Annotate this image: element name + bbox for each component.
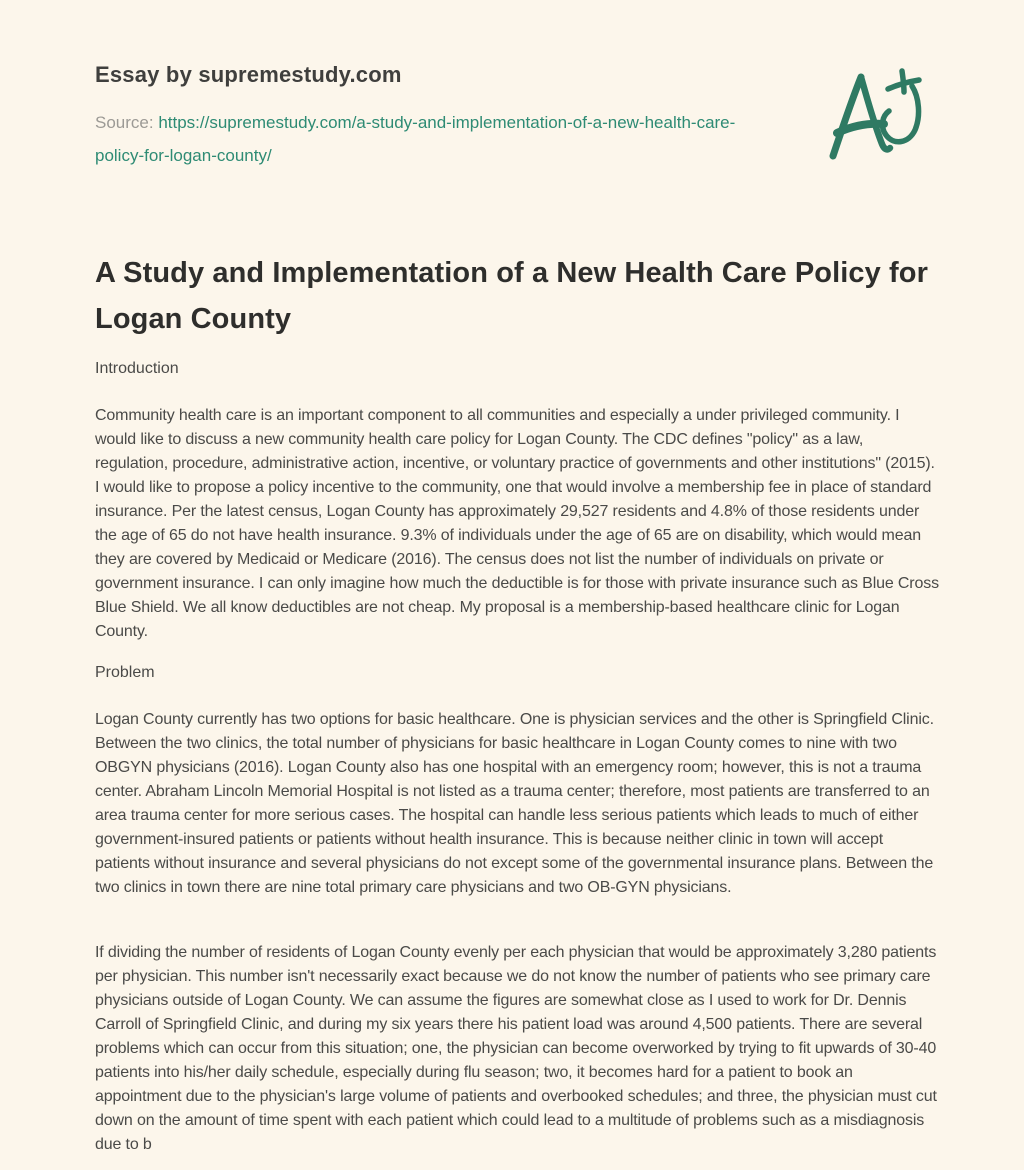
source-label: Source:: [95, 113, 159, 132]
brand-title: Essay by supremestudy.com: [95, 62, 402, 87]
section-heading-introduction: Introduction: [95, 360, 179, 377]
source-url-link[interactable]: https://supremestudy.com/a-study-and-implementation-of-a-new-health-care-policy-for-logan-county/: [95, 113, 736, 165]
a-plus-logo-icon: [822, 64, 926, 164]
paragraph-problem-2: If dividing the number of residents of Logan County evenly per each physician that would be approximately 3,280 patients per physician. This number isn't necessarily exact because we do not know the number of patients who see primary care physicians outside of Logan County. We can assume the figures are somewhat close as I used to work for Dr. Dennis Carroll of Springfield Clinic, and during my six years there his patient load was around 4,500 patients. There are several problems which can occur from this situation; one, the physician can become overworked by trying to fit upwards of 30-40 patients into his/her daily schedule, especially during flu season; two, it becomes hard for a patient to book an appointment due to the physician's large volume of patients and overbooked schedules; and three, the physician must cut down on the amount of time spent with each patient which could lead to a multitude of problems such as a misdiagnosis due to b: [95, 944, 937, 1153]
document-title: A Study and Implementation of a New Health Care Policy for Logan County: [95, 257, 928, 335]
paragraph-problem-1: Logan County currently has two options for basic healthcare. One is physician services and the other is Springfield Clinic. Between the two clinics, the total number of physicians for basic healthcare in Logan County comes to nine with two OBGYN physicians (2016). Logan County also has one hospital with an emergency room; however, this is not a trauma center. Abraham Lincoln Memorial Hospital is not listed as a trauma center; therefore, most patients are transferred to an area trauma center for more serious cases. The hospital can handle less serious patients which leads to much of either government-insured patients or patients without health insurance. This is because neither clinic in town will accept patients without insurance and several physicians do not except some of the governmental insurance plans. Between the two clinics in town there are nine total primary care physicians and two OB-GYN physicians.: [95, 711, 934, 896]
section-heading-problem: Problem: [95, 664, 155, 681]
source-line: [95, 106, 767, 172]
paragraph-introduction: Community health care is an important component to all communities and especially a under privileged community. I would like to discuss a new community health care policy for Logan County. The CDC defines "policy" as a law, regulation, procedure, administrative action, incentive, or voluntary practice of governments and other institutions" (2015). I would like to propose a policy incentive to the community, one that would involve a membership fee in place of standard insurance. Per the latest census, Logan County has approximately 29,527 residents and 4.8% of those residents under the age of 65 do not have health insurance. 9.3% of individuals under the age of 65 are on disability, which would mean they are covered by Medicaid or Medicare (2016). The census does not list the number of individuals on private or government insurance. I can only imagine how much the deductible is for those with private insurance such as Blue Cross Blue Shield. We all know deductibles are not cheap. My proposal is a membership-based healthcare clinic for Logan County.: [95, 407, 939, 640]
